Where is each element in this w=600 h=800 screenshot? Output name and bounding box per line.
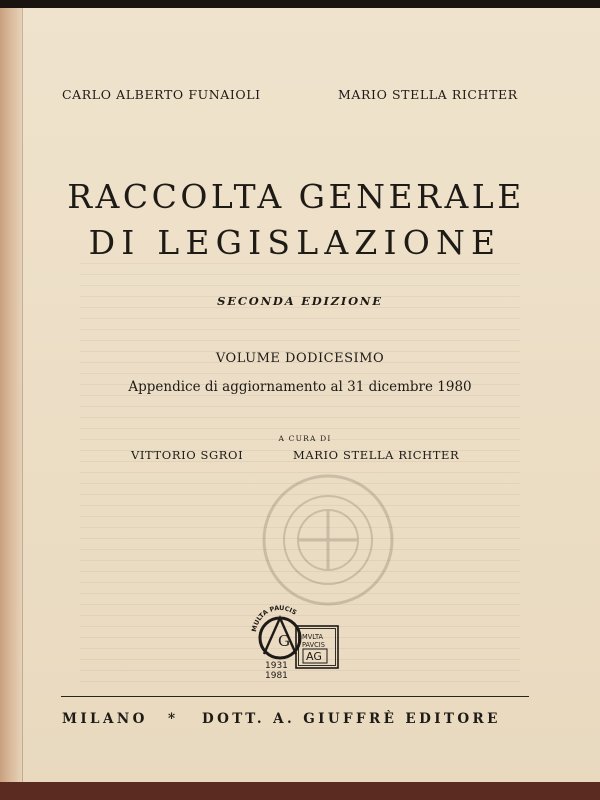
publisher-logo-icon <box>248 594 348 682</box>
title-line-2: DI LEGISLAZIONE <box>88 223 502 262</box>
volume-label: VOLUME DODICESIMO <box>215 351 385 366</box>
editor-line <box>0 448 600 464</box>
publisher-separator: * <box>168 711 179 727</box>
publisher-city: MILANO <box>62 711 148 727</box>
author-left: CARLO ALBERTO FUNAIOLI <box>62 87 261 102</box>
appendix-label: Appendice di aggiornamento al 31 dicembre 1980 <box>128 379 472 395</box>
author-line <box>0 87 600 103</box>
binding-edge <box>22 8 23 792</box>
logo-circle-letter: G <box>278 632 290 650</box>
edition-label: SECONDA EDIZIONE <box>217 294 383 308</box>
logo-year-end: 1981 <box>265 671 288 681</box>
logo-year-start: 1931 <box>265 661 288 671</box>
book-edge <box>0 782 600 800</box>
title-line-1: RACCOLTA GENERALE <box>67 177 525 216</box>
logo-box-initials: AG <box>306 650 322 663</box>
editor-left: VITTORIO SGROI <box>131 448 244 462</box>
library-stamp-icon <box>258 470 398 610</box>
publisher-name: DOTT. A. GIUFFRÈ EDITORE <box>202 711 501 727</box>
publisher-line <box>0 711 600 729</box>
logo-box-motto-1: MVLTA <box>302 633 323 641</box>
logo-box-motto-2: PAVCIS <box>302 641 325 649</box>
logo-arc-motto: MULTA PAUCIS <box>250 603 299 633</box>
divider-rule <box>61 696 529 697</box>
author-right: MARIO STELLA RICHTER <box>338 87 518 102</box>
curator-label: A CURA DI <box>278 434 332 443</box>
book-title <box>0 174 600 266</box>
binding-spine <box>0 8 22 792</box>
title-page <box>0 8 600 792</box>
editor-right: MARIO STELLA RICHTER <box>293 448 460 462</box>
